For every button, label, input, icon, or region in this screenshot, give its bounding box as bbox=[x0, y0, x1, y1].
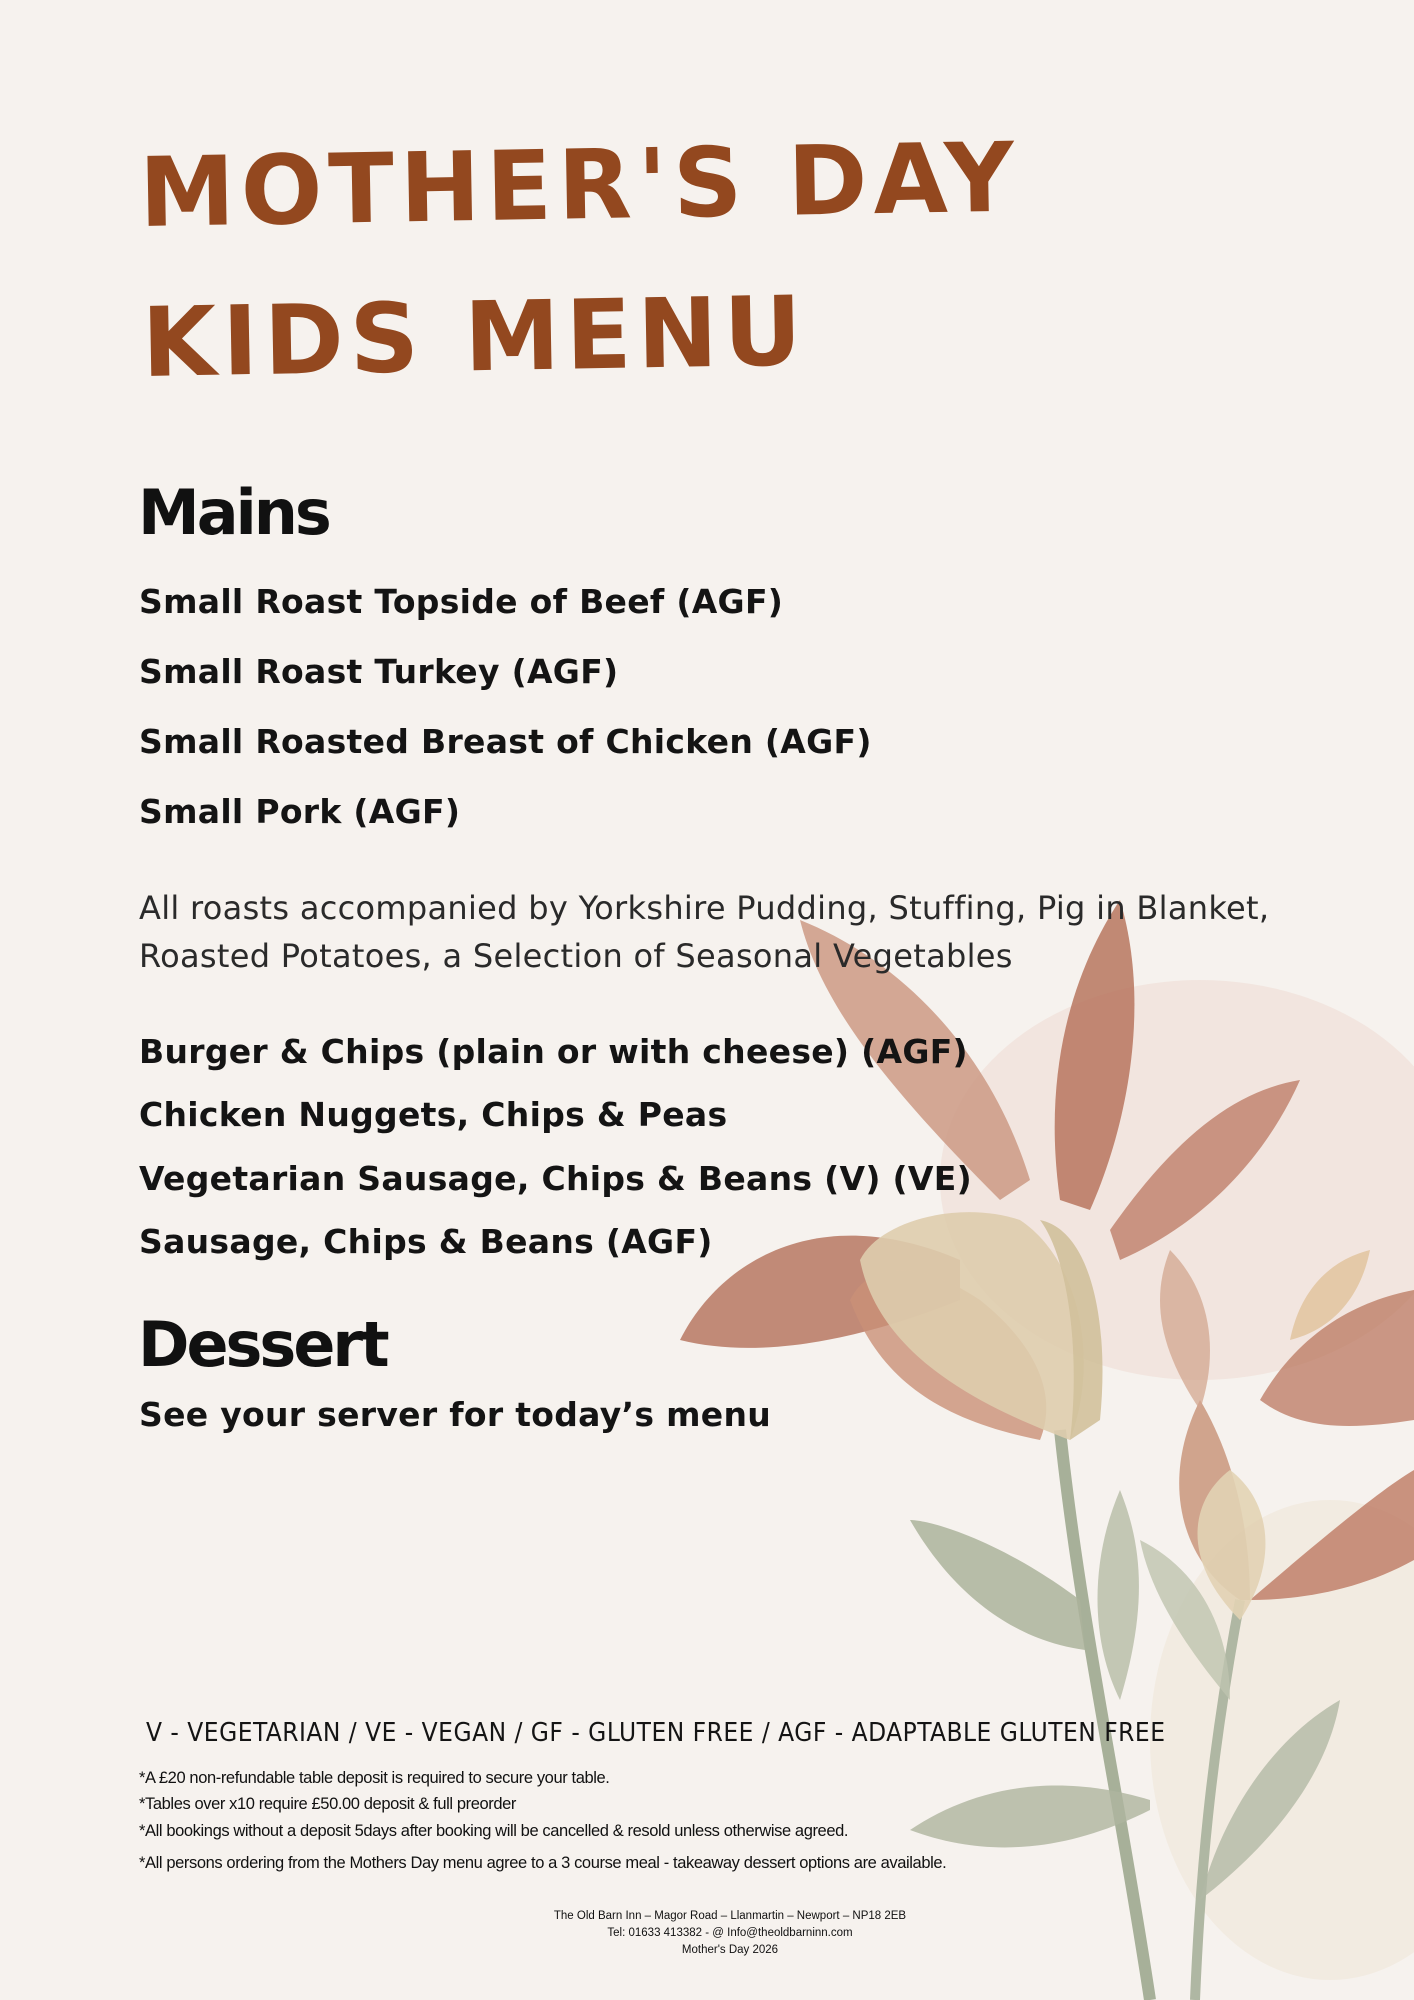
menu-item: Small Roasted Breast of Chicken (AGF) bbox=[139, 722, 872, 761]
menu-title bbox=[138, 103, 1024, 418]
booking-note: *Tables over x10 require £50.00 deposit & full preorder bbox=[139, 1795, 516, 1813]
booking-note: *All persons ordering from the Mothers Day menu agree to a 3 course meal - takeaway dessert options are available. bbox=[139, 1854, 947, 1872]
footer-contact: Tel: 01633 413382 - @ Info@theoldbarninn.com bbox=[607, 1927, 853, 1939]
booking-note: *All bookings without a deposit 5days after booking will be cancelled & resold unless otherwise agreed. bbox=[139, 1822, 849, 1840]
roast-description: All roasts accompanied by Yorkshire Pudding, Stuffing, Pig in Blanket, Roasted Potatoes, a Selection of Seasonal Vegetables bbox=[139, 889, 1270, 975]
footer bbox=[500, 1908, 960, 1959]
menu-item: Vegetarian Sausage, Chips & Beans (V) (VE) bbox=[139, 1159, 972, 1198]
menu-item: Chicken Nuggets, Chips & Peas bbox=[139, 1095, 728, 1134]
dietary-legend: V - VEGETARIAN / VE - VEGAN / GF - GLUTEN FREE / AGF - ADAPTABLE GLUTEN FREE bbox=[146, 1718, 1166, 1748]
menu-title-line-2: KIDS MENU bbox=[140, 275, 809, 399]
footer-edition: Mother's Day 2026 bbox=[681, 1944, 779, 1956]
menu-item: Small Roast Topside of Beef (AGF) bbox=[139, 582, 784, 621]
menu-item: Sausage, Chips & Beans (AGF) bbox=[139, 1222, 713, 1261]
mains-heading: Mains bbox=[138, 476, 329, 549]
menu-title-line-1: MOTHER'S DAY bbox=[138, 121, 1021, 249]
menu-item: Small Pork (AGF) bbox=[139, 792, 461, 831]
dessert-text: See your server for today’s menu bbox=[139, 1395, 772, 1434]
menu-item: Burger & Chips (plain or with cheese) (AGF) bbox=[139, 1032, 968, 1071]
booking-note: *A £20 non-refundable table deposit is required to secure your table. bbox=[139, 1769, 610, 1787]
footer-address: The Old Barn Inn – Magor Road – Llanmartin – Newport – NP18 2EB bbox=[553, 1910, 907, 1922]
dessert-heading: Dessert bbox=[138, 1308, 387, 1381]
menu-item: Small Roast Turkey (AGF) bbox=[139, 652, 619, 691]
